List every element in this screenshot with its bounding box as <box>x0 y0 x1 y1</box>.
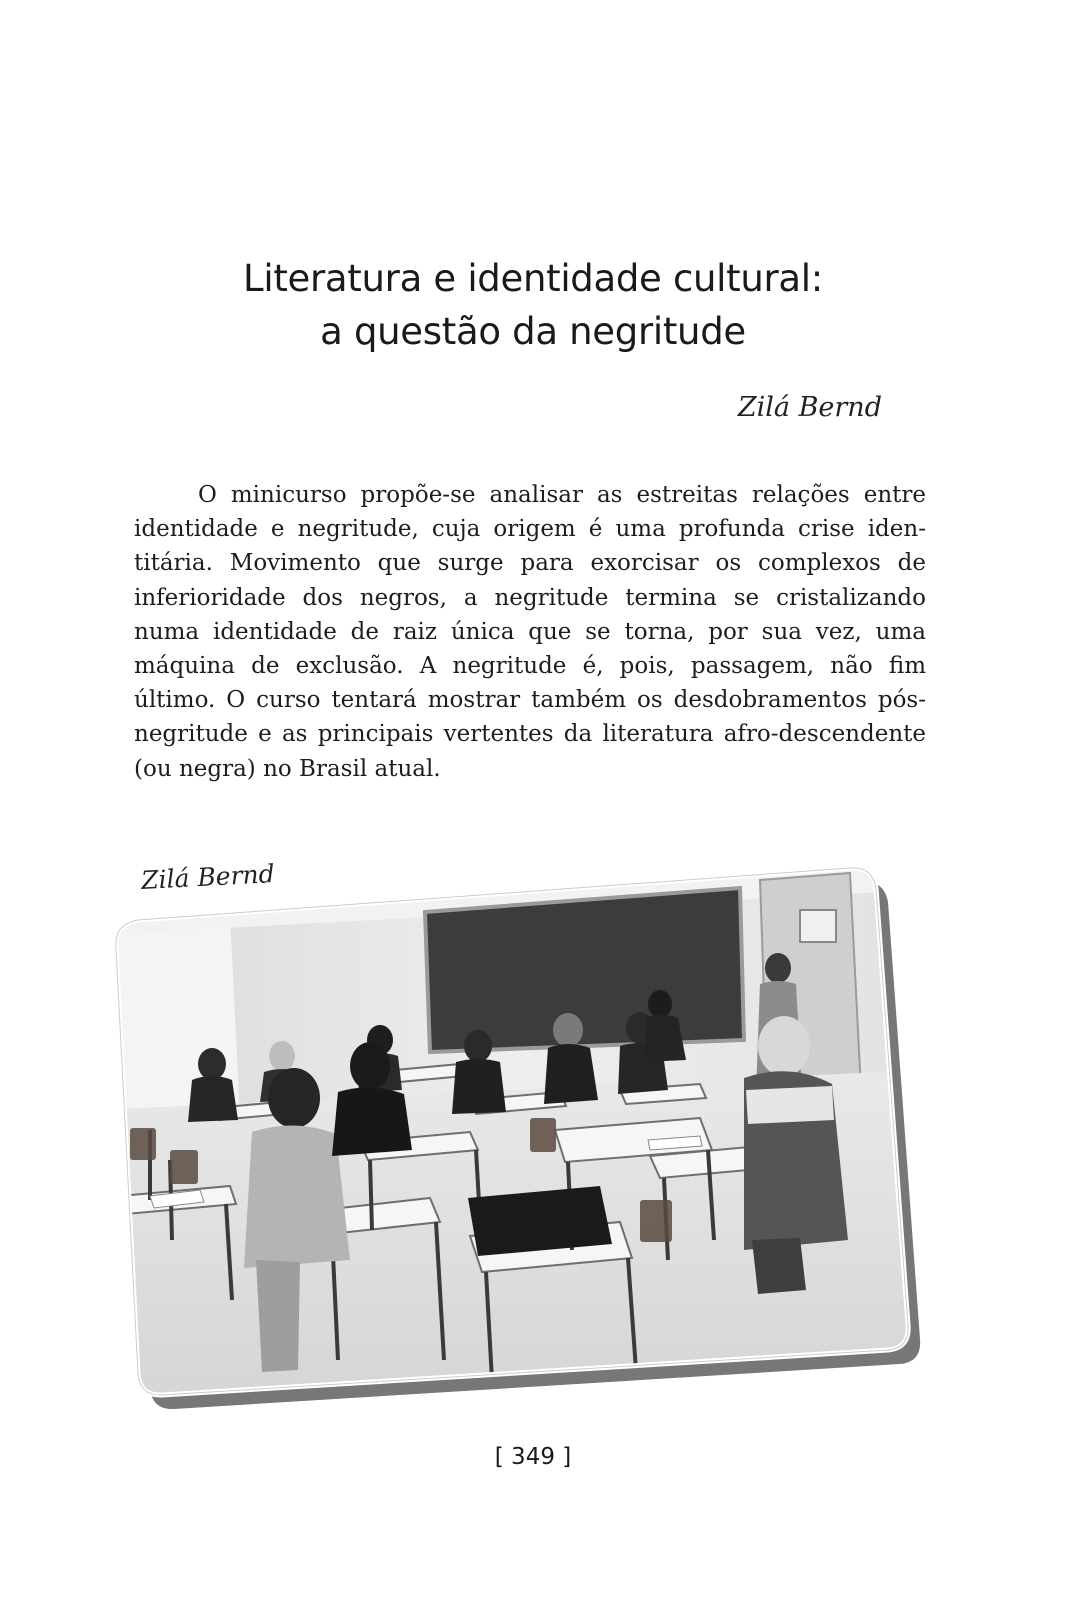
abstract-paragraph: O minicurso propõe-se analisar as estreitas relações entre identidade e negritude, cuja origem é uma profunda crise identitária. Movimento que surge para exorcisar os complexos de inferioridade dos negros, a negritude termina se cristalizando numa identidade de raiz única que se torna, por sua vez, uma máquina de exclusão. A negritude é, pois, passagem, não fim último. O curso tentará mostrar também os desdobramentos pós-negritude e as principais vertentes da literatura afro-descendente (ou negra) no Brasil atual. <box>134 482 926 782</box>
chalkboard-shape <box>425 888 744 1052</box>
title-line-1: Literatura e identidade cultural: <box>243 257 823 300</box>
page-number: [ 349 ] <box>494 1444 572 1470</box>
author-byline: Zilá Bernd <box>737 392 882 423</box>
title-line-2: a questão da negritude <box>320 310 746 353</box>
photo-caption: Zilá Bernd <box>140 859 276 895</box>
